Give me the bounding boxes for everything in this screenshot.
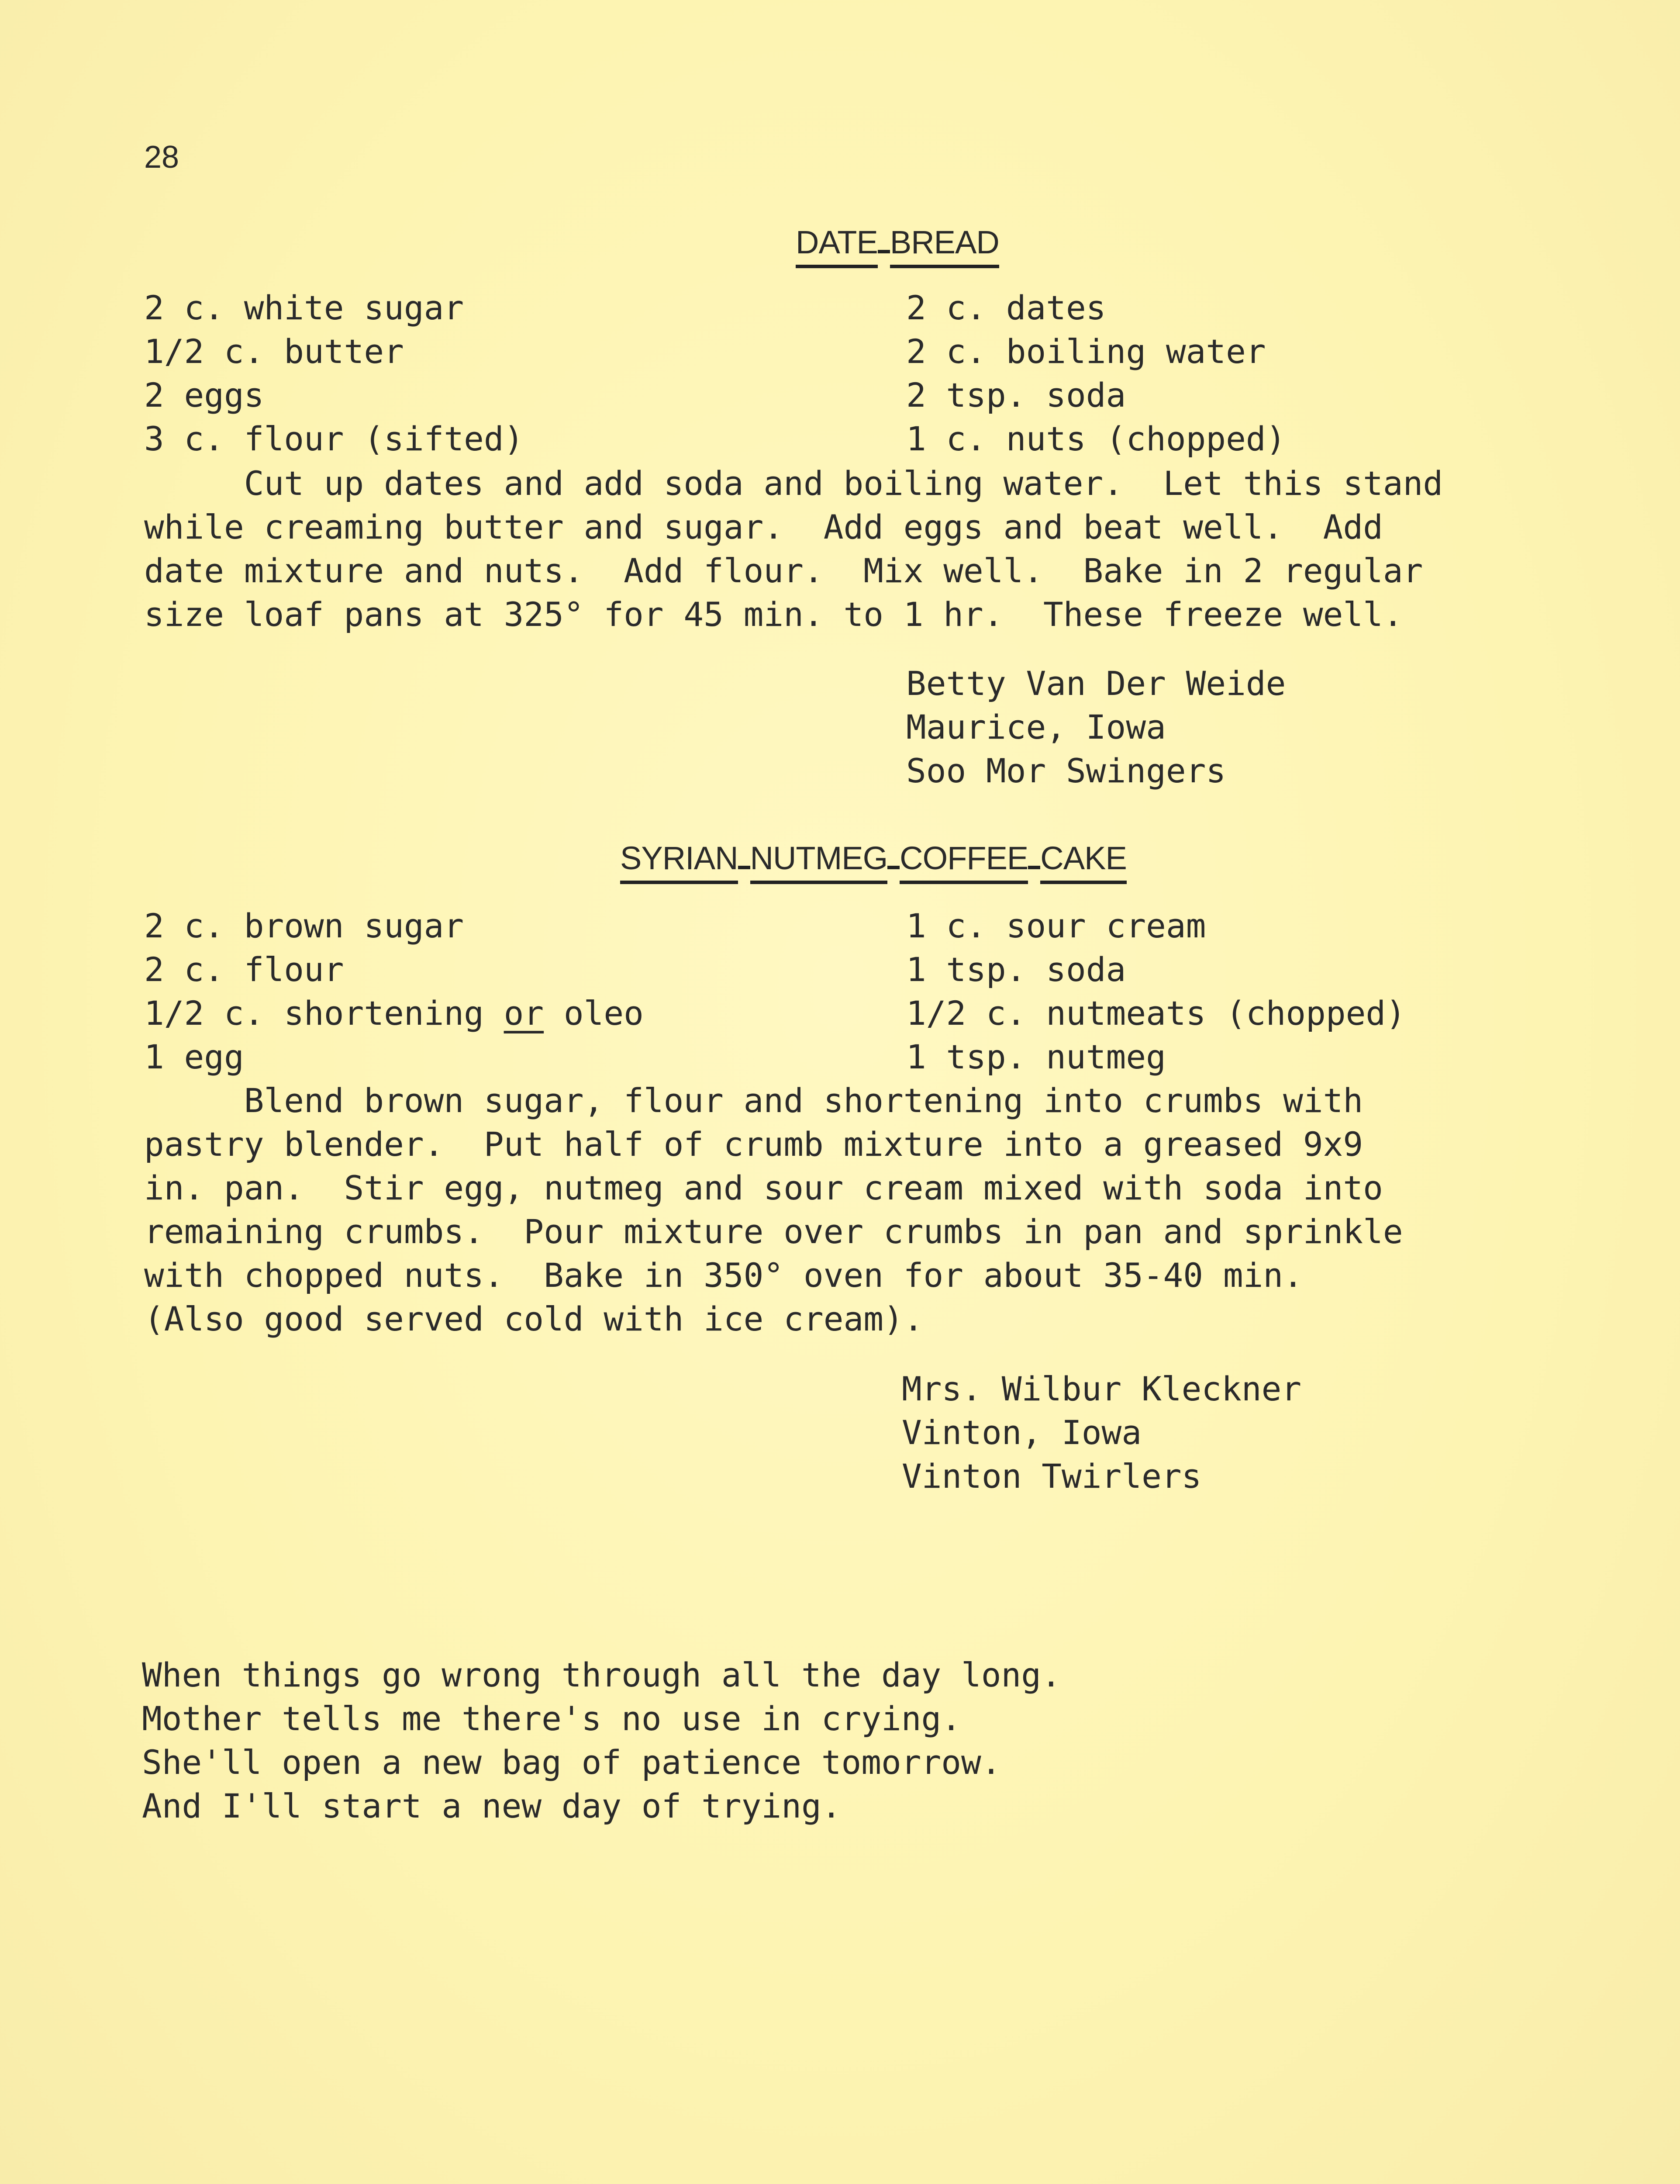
recipe-title-syrian-nutmeg-coffee-cake [620,836,1127,884]
ingredient [144,992,644,1035]
contributor-club: Soo Mor Swingers [906,751,1226,790]
title-word: CAKE [1040,839,1127,884]
ingredient: 2 eggs [144,376,264,415]
ingredient: 1 tsp. soda [906,950,1126,989]
poem-line: She'll open a new bag of patience tomorrow. [142,1743,1001,1782]
direction-line: size loaf pans at 325° for 45 min. to 1 hr. These freeze well. [144,595,1403,634]
page-number: 28 [144,140,179,175]
ingredient-text: oleo [544,994,644,1033]
title-word: SYRIAN [620,839,738,884]
contributor-town: Maurice, Iowa [906,708,1166,746]
ingredient: 2 c. flour [144,950,344,989]
ingredient: 1 c. nuts (chopped) [906,419,1286,458]
ingredient-text: 1/2 c. shortening [144,994,504,1033]
poem-line: When things go wrong through all the day long. [142,1655,1061,1694]
contributor-club: Vinton Twirlers [902,1457,1202,1496]
direction-line: Blend brown sugar, flour and shortening into crumbs with [144,1081,1363,1120]
underlined-word: or [504,994,544,1033]
title-word: COFFEE [900,839,1028,884]
title-word: NUTMEG [750,839,888,884]
title-word: DATE [796,223,878,268]
contributor-name: Mrs. Wilbur Kleckner [902,1369,1302,1408]
ingredient: 2 c. dates [906,288,1106,327]
poem-line: Mother tells me there's no use in crying. [142,1699,961,1738]
ingredient: 1 egg [144,1037,244,1076]
direction-line: Cut up dates and add soda and boiling water. Let this stand [144,464,1443,503]
direction-line: pastry blender. Put half of crumb mixture into a greased 9x9 [144,1125,1363,1164]
ingredient: 1 c. sour cream [906,906,1206,945]
ingredient: 1/2 c. nutmeats (chopped) [906,994,1406,1033]
ingredient: 2 c. brown sugar [144,906,464,945]
ingredient: 2 c. boiling water [906,332,1266,371]
title-word: BREAD [890,223,999,268]
contributor-name: Betty Van Der Weide [906,664,1286,703]
ingredient: 2 tsp. soda [906,376,1126,415]
ingredient: 1/2 c. butter [144,332,404,371]
direction-line: (Also good served cold with ice cream). [144,1299,924,1338]
direction-line: date mixture and nuts. Add flour. Mix well. Bake in 2 regular [144,551,1423,590]
recipe-title-date-bread [796,221,999,268]
contributor-town: Vinton, Iowa [902,1413,1142,1452]
poem-line: And I'll start a new day of trying. [142,1787,842,1825]
direction-line: remaining crumbs. Pour mixture over crumbs in pan and sprinkle [144,1212,1403,1251]
ingredient: 1 tsp. nutmeg [906,1037,1166,1076]
ingredient: 2 c. white sugar [144,288,464,327]
direction-line: in. pan. Stir egg, nutmeg and sour cream mixed with soda into [144,1168,1383,1207]
direction-line: while creaming butter and sugar. Add eggs and beat well. Add [144,508,1383,546]
direction-line: with chopped nuts. Bake in 350° oven for about 35-40 min. [144,1256,1303,1295]
ingredient: 3 c. flour (sifted) [144,419,524,458]
